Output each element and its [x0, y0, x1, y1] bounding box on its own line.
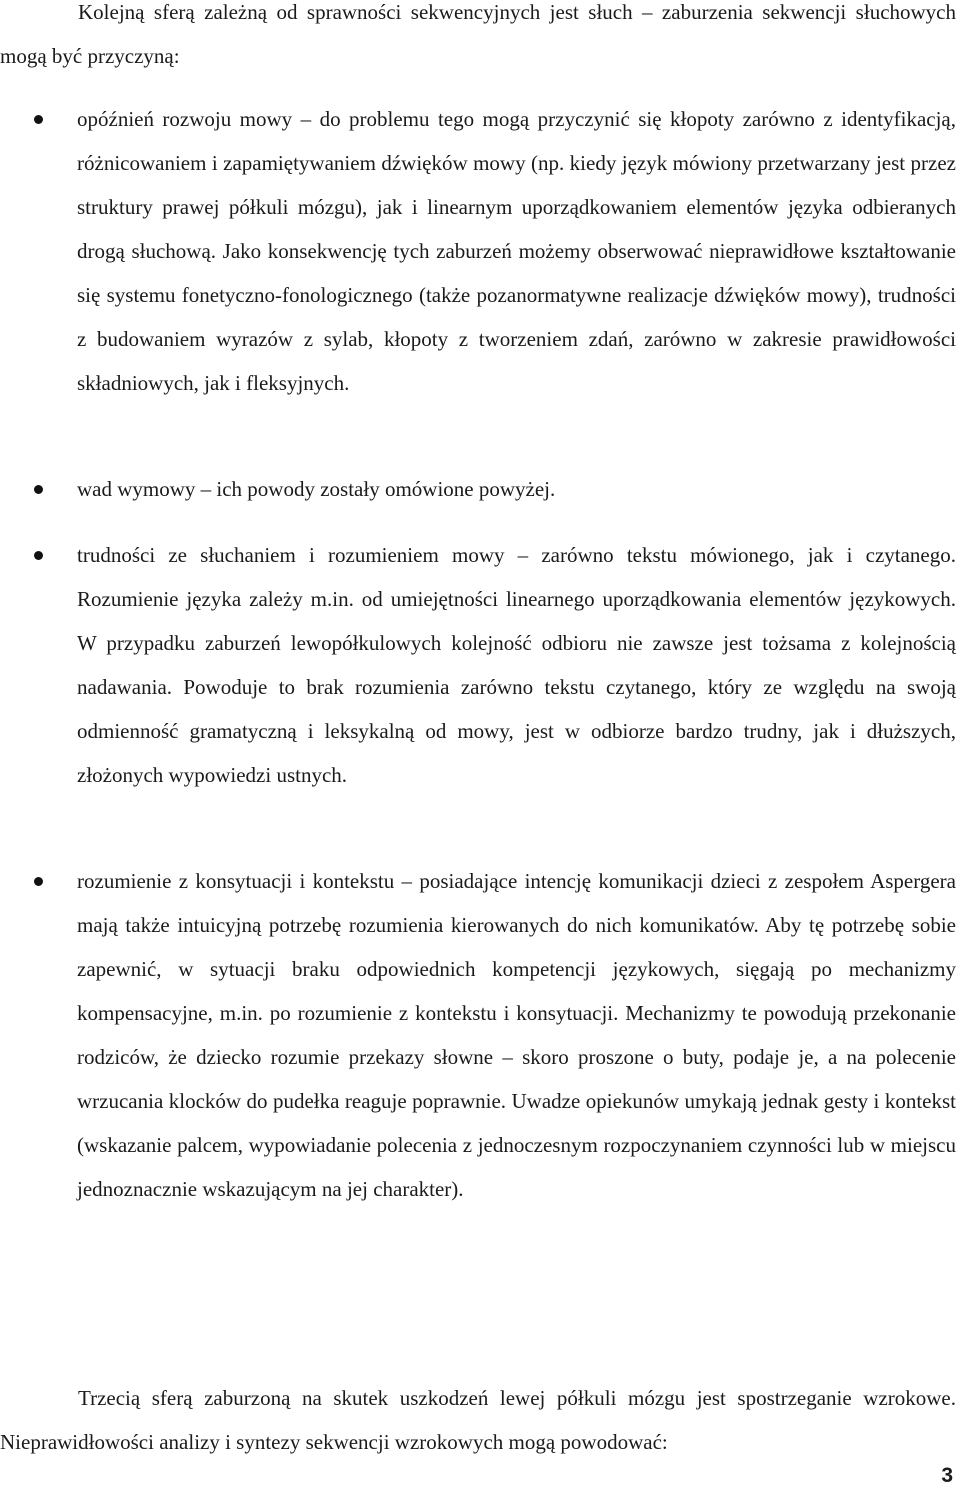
list-item-text: wad wymowy – ich powody zostały omówione powyżej. [77, 477, 556, 501]
list-item-text: trudności ze słuchaniem i rozumieniem mowy – zarówno tekstu mówionego, jak i czytanego. Rozumienie języka zależy m.in. od umiejętności linearnego uporządkowania elementów językowych. W przypadku zaburzeń lewopółkulowych kolejność odbioru nie zawsze jest tożsama z kolejnością nadawania. Powoduje to brak rozumienia zarówno tekstu czytanego, który ze względu na swoją odmienność gramatyczną i leksykalną od mowy, jest w odbiorze bardzo trudny, jak i dłuższych, złożonych wypowiedzi ustnych. [77, 543, 956, 787]
bullet-icon [34, 485, 43, 494]
bullet-icon [34, 551, 43, 560]
intro-paragraph: Kolejną sferą zależną od sprawności sekwencyjnych jest słuch – zaburzenia sekwencji słuchowych mogą być przyczyną: [0, 0, 956, 68]
bullet-icon [34, 115, 43, 124]
list-item-text: opóźnień rozwoju mowy – do problemu tego mogą przyczynić się kłopoty zarówno z identyfikacją, różnicowaniem i zapamiętywaniem dźwięków mowy (np. kiedy język mówiony przetwarzany jest przez struktury prawej półkuli mózgu), jak i linearnym uporządkowaniem elementów języka odbieranych drogą słuchową. Jako konsekwencję tych zaburzeń możemy obserwować nieprawidłowe kształtowanie się systemu fonetyczno-fonologicznego (także pozanormatywne realizacje dźwięków mowy), trudności z budowaniem wyrazów z sylab, kłopoty z tworzeniem zdań, zarówno w zakresie prawidłowości składniowych, jak i fleksyjnych. [77, 107, 956, 395]
bullet-icon [34, 877, 43, 886]
closing-paragraph: Trzecią sferą zaburzoną na skutek uszkodzeń lewej półkuli mózgu jest spostrzeganie wzrokowe. Nieprawidłowości analizy i syntezy sekwencji wzrokowych mogą powodować: [0, 1386, 956, 1454]
page-number: 3 [941, 1464, 953, 1487]
list-item-text: rozumienie z konsytuacji i kontekstu – posiadające intencję komunikacji dzieci z zespołem Aspergera mają także intuicyjną potrzebę rozumienia kierowanych do nich komunikatów. Aby tę potrzebę sobie zapewnić, w sytuacji braku odpowiednich kompetencji językowych, sięgają po mechanizmy kompensacyjne, m.in. po rozumienie z kontekstu i konsytuacji. Mechanizmy te powodują przekonanie rodziców, że dziecko rozumie przekazy słowne – skoro proszone o buty, podaje je, a na polecenie wrzucania klocków do pudełka reaguje poprawnie. Uwadze opiekunów umykają jednak gesty i kontekst (wskazanie palcem, wypowiadanie polecenia z jednoczesnym rozpoczynaniem czynności lub w miejscu jednoznacznie wskazującym na jej charakter). [77, 869, 956, 1201]
